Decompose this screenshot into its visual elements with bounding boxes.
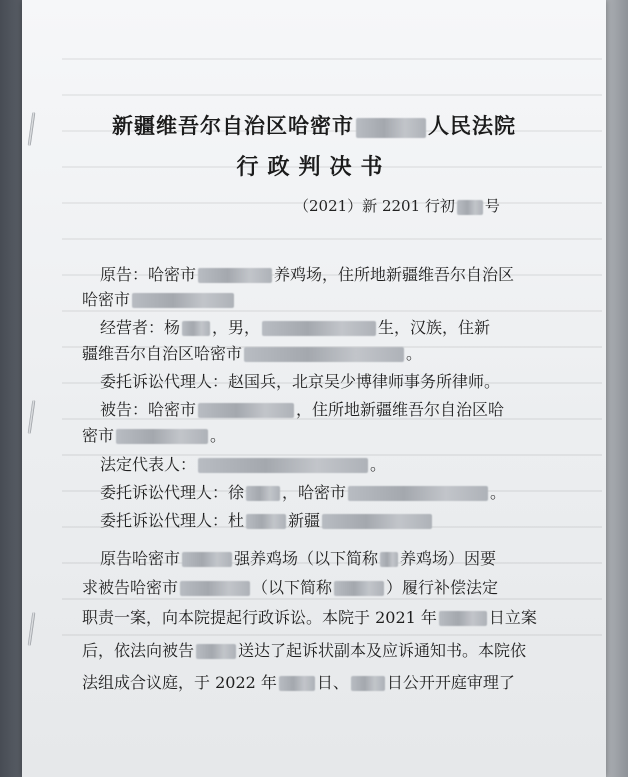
text-line: 委托诉讼代理人：杜 新疆 [100, 508, 434, 531]
redaction [356, 118, 426, 138]
redaction [351, 676, 385, 691]
redaction [246, 486, 280, 501]
redaction [116, 429, 208, 444]
text-line: 委托诉讼代理人：赵国兵，北京吴少博律师事务所律师。 [100, 372, 501, 391]
redaction [334, 581, 384, 596]
text-line: 委托诉讼代理人：徐 ，哈密市 。 [100, 483, 507, 502]
text-line: 法定代表人： 。 [100, 455, 387, 474]
text-line: 疆维吾尔自治区哈密市 。 [82, 344, 423, 363]
judgment-page [22, 0, 606, 777]
redaction [198, 268, 272, 283]
case-number-prefix: （2021）新 2201 行初 [294, 197, 455, 215]
redaction [380, 552, 398, 567]
case-number-suffix: 号 [484, 197, 500, 215]
redaction [132, 293, 234, 308]
text-line: 后，依法向被告 送达了起诉状副本及应诉通知书。本院依 [82, 641, 527, 660]
redaction [279, 676, 315, 691]
staple [28, 400, 36, 434]
text-line: 原告：哈密市 养鸡场，住所地新疆维吾尔自治区 [100, 265, 515, 284]
court-suffix: 人民法院 [428, 113, 516, 138]
court-name: 新疆维吾尔自治区哈密市 [112, 113, 354, 138]
redaction [196, 644, 236, 659]
redaction [262, 321, 376, 336]
redaction [457, 200, 483, 215]
text-line: 密市 。 [82, 426, 227, 445]
redaction [244, 347, 404, 362]
redaction [198, 458, 368, 473]
redaction [322, 514, 432, 529]
redaction [348, 486, 488, 501]
staple [28, 612, 36, 646]
redaction [182, 321, 210, 336]
redaction [198, 403, 294, 418]
case-number [294, 195, 500, 216]
document-type: 行政判决书 [236, 154, 392, 180]
text-line: 原告哈密市 强养鸡场（以下简称 养鸡场）因要 [100, 549, 497, 568]
redaction [439, 611, 487, 626]
text-line: 经营者：杨 ，男， 生，汉族，住新 [100, 318, 491, 337]
redaction [246, 514, 286, 529]
court-title [22, 110, 606, 140]
text-line: 被告：哈密市 ，住所地新疆维吾尔自治区哈 [100, 400, 505, 419]
redaction [182, 552, 232, 567]
text-line: 求被告哈密市 （以下简称 ）履行补偿法定 [82, 578, 499, 597]
text-line: 法组成合议庭，于 2022 年 日、 日公开开庭审理了 [82, 673, 515, 692]
text-line: 职责一案，向本院提起行政诉讼。本院于 2021 年 日立案 [82, 608, 537, 627]
text-line: 哈密市 [82, 287, 236, 310]
redaction [180, 581, 250, 596]
